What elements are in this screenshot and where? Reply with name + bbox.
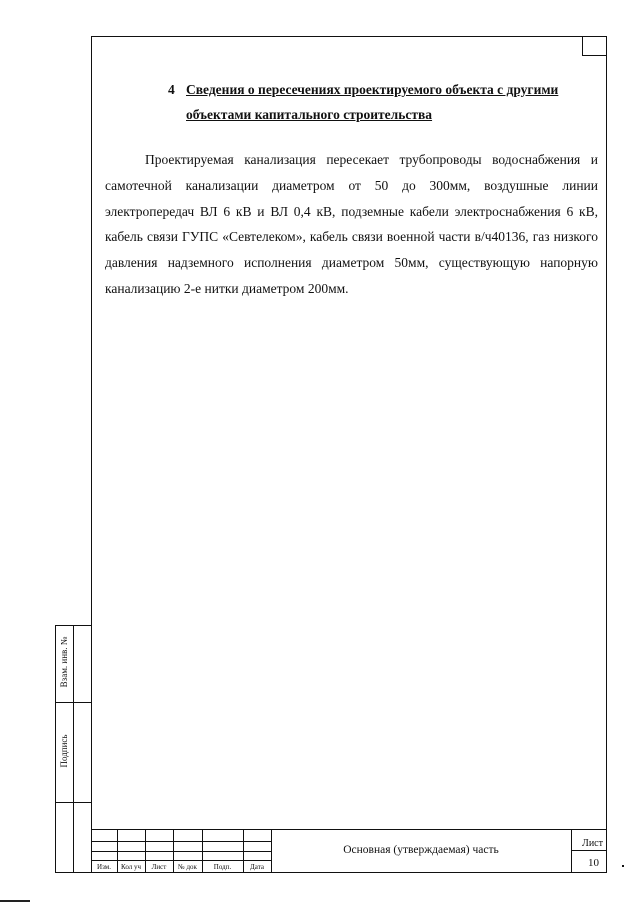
section-title-line2: объектами капитального строительства [186,107,433,122]
col-izm: Изм. [97,863,111,871]
document-title: Основная (утверждаемая) часть [343,844,499,856]
section-heading [168,77,598,127]
col-doc: № док [178,863,197,871]
section-number: 4 [168,82,175,97]
sheet-label: Лист [582,838,603,849]
col-podp: Подп. [213,863,232,871]
scan-mark [0,900,30,902]
page-frame [91,36,607,873]
col-kol: Кол уч [121,863,141,871]
section-title-line1: Сведения о пересечениях проектируемого объекта с другими [186,82,559,97]
side-strip [55,625,91,873]
corner-box [582,37,606,56]
col-date: Дата [250,863,264,871]
body-paragraph: Проектируемая канализация пересекает трубопроводы водоснабжения и самотечной канализации диаметром от 50 до 300мм, воздушные линии электропередач ВЛ 6 кВ и ВЛ 0,4 кВ, подземные кабели электроснабжения 6 кВ, кабель связи ГУПС «Севтелеком», кабель связи военной части в/ч40136, газ низкого давления надземного исполнения диаметром 50мм, существующую напорную канализацию 2-е нитки диаметром 200мм. [105,152,598,296]
col-list: Лист [151,863,167,871]
title-block [91,829,607,873]
inv-label: Взам. инв. № [59,636,69,688]
scan-dot [622,865,624,867]
sheet-number: 10 [588,857,599,869]
sign-label: Подпись [59,734,69,768]
